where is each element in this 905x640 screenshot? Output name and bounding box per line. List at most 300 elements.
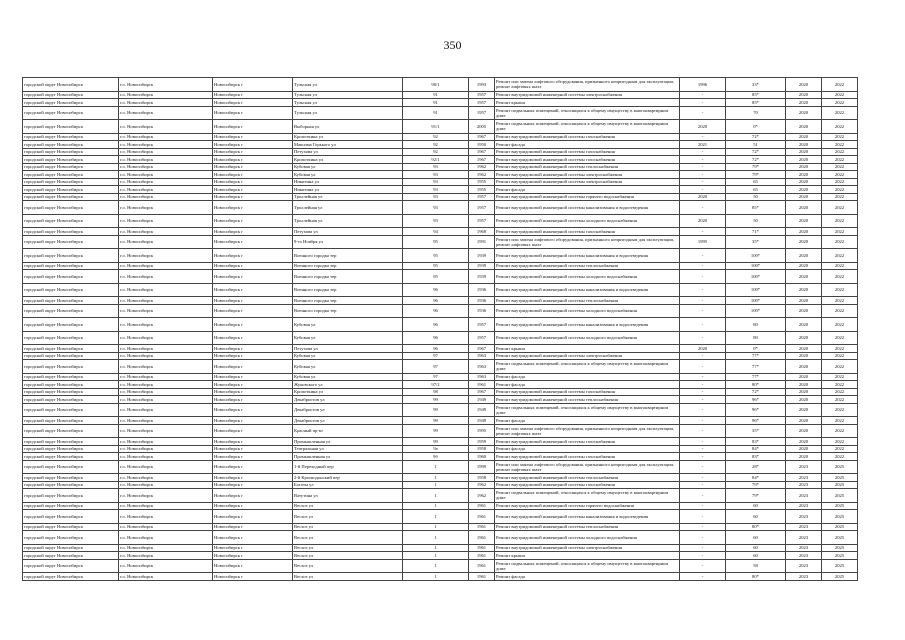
table-row: [23, 510, 858, 524]
cell-locality: Новосибирск г: [213, 228, 293, 236]
cell-locality: Новосибирск г: [213, 331, 293, 345]
table-row: [23, 156, 858, 164]
cell-street: Декабристов ул: [293, 403, 403, 417]
cell-work-type: Ремонт внутридомовой инженерной системы холодного водоснабжения: [495, 214, 680, 228]
cell-start-year: 2020: [786, 304, 822, 318]
cell-end-year: 2022: [822, 178, 858, 186]
cell-wear-percent: 83*: [726, 453, 786, 461]
cell-locality: Новосибирск г: [213, 91, 293, 99]
cell-wear-percent: 77*: [726, 360, 786, 374]
cell-last-repair-year: 1995: [680, 235, 726, 249]
cell-wear-percent: 50: [726, 214, 786, 228]
cell-build-year: 1999: [469, 460, 495, 474]
cell-start-year: 2023: [786, 474, 822, 482]
table-row: [23, 235, 858, 249]
cell-wear-percent: 100*: [726, 262, 786, 270]
cell-locality: Новосибирск г: [213, 283, 293, 297]
cell-municipality: городской округ Новосибирск: [23, 559, 119, 573]
cell-settlement: г.о. Новосибирск: [119, 489, 213, 503]
cell-street: Красный пр-кт: [293, 424, 403, 438]
table-row: [23, 99, 858, 107]
table-row: [23, 148, 858, 156]
cell-house-number: 93: [403, 171, 469, 179]
cell-house-number: 1: [403, 510, 469, 524]
cell-house-number: 1: [403, 489, 469, 503]
cell-house-number: 91: [403, 106, 469, 120]
cell-start-year: 2020: [786, 193, 822, 201]
cell-house-number: 93: [403, 163, 469, 171]
cell-settlement: г.о. Новосибирск: [119, 403, 213, 417]
cell-settlement: г.о. Новосибирск: [119, 552, 213, 560]
cell-municipality: городской округ Новосибирск: [23, 396, 119, 404]
cell-house-number: 92: [403, 133, 469, 141]
cell-settlement: г.о. Новосибирск: [119, 453, 213, 461]
cell-locality: Новосибирск г: [213, 297, 293, 305]
cell-work-type: Ремонт внутридомовой инженерной системы горячего водоснабжения: [495, 502, 680, 510]
cell-settlement: г.о. Новосибирск: [119, 262, 213, 270]
cell-street: 9-го Ноября ул: [293, 235, 403, 249]
cell-start-year: 2020: [786, 171, 822, 179]
cell-municipality: городской округ Новосибирск: [23, 214, 119, 228]
cell-locality: Новосибирск г: [213, 552, 293, 560]
cell-municipality: городской округ Новосибирск: [23, 171, 119, 179]
cell-street: Кубовая ул: [293, 373, 403, 381]
cell-settlement: г.о. Новосибирск: [119, 381, 213, 389]
cell-work-type: Ремонт подвальных помещений, относящихся к общему имуществу в многоквартирном доме: [495, 360, 680, 374]
cell-settlement: г.о. Новосибирск: [119, 445, 213, 453]
cell-start-year: 2023: [786, 502, 822, 510]
cell-street: Троллейная ул: [293, 201, 403, 215]
cell-street: Тульская ул: [293, 99, 403, 107]
cell-house-number: 99: [403, 403, 469, 417]
cell-end-year: 2022: [822, 360, 858, 374]
table-row: [23, 345, 858, 353]
cell-last-repair-year: 1996: [680, 78, 726, 92]
cell-municipality: городской округ Новосибирск: [23, 304, 119, 318]
cell-work-type: Ремонт внутридомовой инженерной системы канализования и водоотведения: [495, 318, 680, 332]
cell-locality: Новосибирск г: [213, 352, 293, 360]
cell-build-year: 1962: [469, 171, 495, 179]
cell-house-number: 92/1: [403, 156, 469, 164]
cell-end-year: 2022: [822, 396, 858, 404]
cell-build-year: 1963: [469, 360, 495, 374]
cell-work-type: Ремонт фасада: [495, 186, 680, 194]
cell-start-year: 2020: [786, 352, 822, 360]
cell-last-repair-year: -: [680, 163, 726, 171]
cell-end-year: 2022: [822, 214, 858, 228]
cell-street: Боготы ул: [293, 481, 403, 489]
cell-work-type: Ремонт внутридомовой инженерной системы газоснабжения: [495, 453, 680, 461]
cell-settlement: г.о. Новосибирск: [119, 460, 213, 474]
cell-street: Кропоткина ул: [293, 388, 403, 396]
cell-end-year: 2022: [822, 381, 858, 389]
cell-locality: Новосибирск г: [213, 156, 293, 164]
table-row: [23, 214, 858, 228]
cell-wear-percent: 80: [726, 331, 786, 345]
table-row: [23, 502, 858, 510]
cell-last-repair-year: -: [680, 360, 726, 374]
cell-last-repair-year: -: [680, 396, 726, 404]
cell-street: Промышленная ул: [293, 438, 403, 446]
cell-settlement: г.о. Новосибирск: [119, 438, 213, 446]
cell-house-number: 91: [403, 91, 469, 99]
cell-last-repair-year: -: [680, 403, 726, 417]
cell-locality: Новосибирск г: [213, 531, 293, 545]
cell-settlement: г.о. Новосибирск: [119, 78, 213, 92]
cell-wear-percent: 96*: [726, 396, 786, 404]
cell-work-type: Ремонт внутридомовой инженерной системы газоснабжения: [495, 156, 680, 164]
table-row: [23, 445, 858, 453]
cell-work-type: Ремонт или замена лифтового оборудования, признанного непригодным для эксплуатации, ремонт лифтовых шахт: [495, 235, 680, 249]
cell-work-type: Ремонт фасада: [495, 417, 680, 425]
cell-end-year: 2022: [822, 438, 858, 446]
cell-municipality: городской округ Новосибирск: [23, 133, 119, 141]
cell-start-year: 2023: [786, 460, 822, 474]
cell-settlement: г.о. Новосибирск: [119, 531, 213, 545]
cell-settlement: г.о. Новосибирск: [119, 106, 213, 120]
cell-municipality: городской округ Новосибирск: [23, 360, 119, 374]
cell-street: Промышленная ул: [293, 453, 403, 461]
cell-street: Декабристов ул: [293, 396, 403, 404]
cell-last-repair-year: -: [680, 99, 726, 107]
cell-work-type: Ремонт внутридомовой инженерной системы газоснабжения: [495, 148, 680, 156]
cell-locality: Новосибирск г: [213, 474, 293, 482]
cell-house-number: 97: [403, 352, 469, 360]
cell-build-year: 1957: [469, 331, 495, 345]
cell-start-year: 2020: [786, 360, 822, 374]
cell-build-year: 1991: [469, 235, 495, 249]
cell-municipality: городской округ Новосибирск: [23, 445, 119, 453]
cell-house-number: 93: [403, 201, 469, 215]
cell-locality: Новосибирск г: [213, 360, 293, 374]
cell-wear-percent: 60: [726, 544, 786, 552]
cell-wear-percent: 96*: [726, 417, 786, 425]
cell-settlement: г.о. Новосибирск: [119, 573, 213, 581]
cell-wear-percent: 71*: [726, 228, 786, 236]
cell-wear-percent: 50: [726, 193, 786, 201]
cell-end-year: 2022: [822, 201, 858, 215]
cell-locality: Новосибирск г: [213, 573, 293, 581]
cell-work-type: Ремонт фасада: [495, 373, 680, 381]
cell-last-repair-year: -: [680, 148, 726, 156]
cell-end-year: 2022: [822, 352, 858, 360]
cell-work-type: Ремонт или замена лифтового оборудования, признанного непригодным для эксплуатации, ремонт лифтовых шахт: [495, 78, 680, 92]
cell-municipality: городской округ Новосибирск: [23, 453, 119, 461]
cell-municipality: городской округ Новосибирск: [23, 270, 119, 284]
cell-work-type: Ремонт подвальных помещений, относящихся к общему имуществу в многоквартирном доме: [495, 559, 680, 573]
cell-locality: Новосибирск г: [213, 460, 293, 474]
cell-wear-percent: 84*: [726, 474, 786, 482]
cell-build-year: 1957: [469, 318, 495, 332]
cell-locality: Новосибирск г: [213, 120, 293, 134]
table-row: [23, 381, 858, 389]
cell-last-repair-year: -: [680, 331, 726, 345]
cell-settlement: г.о. Новосибирск: [119, 523, 213, 531]
cell-municipality: городской округ Новосибирск: [23, 381, 119, 389]
cell-settlement: г.о. Новосибирск: [119, 214, 213, 228]
cell-build-year: 1961: [469, 510, 495, 524]
cell-street: Выборная ул: [293, 120, 403, 134]
cell-locality: Новосибирск г: [213, 318, 293, 332]
cell-build-year: 1957: [469, 201, 495, 215]
cell-locality: Новосибирск г: [213, 489, 293, 503]
cell-end-year: 2022: [822, 424, 858, 438]
cell-work-type: Ремонт внутридомовой инженерной системы теплоснабжения: [495, 523, 680, 531]
cell-settlement: г.о. Новосибирск: [119, 249, 213, 263]
cell-start-year: 2020: [786, 163, 822, 171]
cell-street: Никитина ул: [293, 186, 403, 194]
cell-locality: Новосибирск г: [213, 141, 293, 149]
cell-municipality: городской округ Новосибирск: [23, 228, 119, 236]
cell-last-repair-year: 2020: [680, 345, 726, 353]
cell-house-number: 1: [403, 460, 469, 474]
cell-build-year: 1963: [469, 373, 495, 381]
cell-work-type: Ремонт внутридомовой инженерной системы электроснабжения: [495, 544, 680, 552]
table-row: [23, 249, 858, 263]
cell-house-number: 97: [403, 373, 469, 381]
cell-end-year: 2022: [822, 148, 858, 156]
cell-house-number: 97: [403, 360, 469, 374]
cell-settlement: г.о. Новосибирск: [119, 388, 213, 396]
cell-work-type: Ремонт внутридомовой инженерной системы электроснабжения: [495, 91, 680, 99]
table-row: [23, 352, 858, 360]
cell-municipality: городской округ Новосибирск: [23, 424, 119, 438]
cell-municipality: городской округ Новосибирск: [23, 352, 119, 360]
cell-start-year: 2020: [786, 417, 822, 425]
table-row: [23, 481, 858, 489]
table-row: [23, 262, 858, 270]
cell-start-year: 2020: [786, 318, 822, 332]
cell-municipality: городской округ Новосибирск: [23, 318, 119, 332]
cell-end-year: 2025: [822, 523, 858, 531]
cell-locality: Новосибирск г: [213, 481, 293, 489]
cell-last-repair-year: -: [680, 544, 726, 552]
table-row: [23, 388, 858, 396]
cell-wear-percent: 58: [726, 559, 786, 573]
table-row: [23, 331, 858, 345]
cell-locality: Новосибирск г: [213, 304, 293, 318]
cell-start-year: 2020: [786, 388, 822, 396]
capital-repair-table-container: [22, 77, 857, 581]
cell-build-year: 1957: [469, 106, 495, 120]
cell-end-year: 2022: [822, 249, 858, 263]
cell-end-year: 2025: [822, 502, 858, 510]
cell-street: Весхоз ул: [293, 510, 403, 524]
cell-municipality: городской округ Новосибирск: [23, 262, 119, 270]
cell-start-year: 2020: [786, 91, 822, 99]
cell-municipality: городской округ Новосибирск: [23, 163, 119, 171]
cell-last-repair-year: -: [680, 318, 726, 332]
cell-locality: Новосибирск г: [213, 403, 293, 417]
cell-last-repair-year: 2020: [680, 120, 726, 134]
cell-end-year: 2022: [822, 297, 858, 305]
cell-street: Ватутина ул: [293, 489, 403, 503]
cell-last-repair-year: -: [680, 510, 726, 524]
cell-work-type: Ремонт внутридомовой инженерной системы теплоснабжения: [495, 262, 680, 270]
page-number: 350: [443, 38, 462, 52]
capital-repair-table: [22, 77, 858, 581]
cell-build-year: 1936: [469, 283, 495, 297]
cell-municipality: городской округ Новосибирск: [23, 235, 119, 249]
cell-start-year: 2020: [786, 438, 822, 446]
cell-street: Театральная ул: [293, 445, 403, 453]
cell-house-number: 1: [403, 481, 469, 489]
cell-build-year: 1939: [469, 249, 495, 263]
cell-street: Весхоз ул: [293, 502, 403, 510]
cell-house-number: 98: [403, 388, 469, 396]
cell-house-number: 1: [403, 502, 469, 510]
cell-house-number: 93: [403, 186, 469, 194]
cell-wear-percent: 85*: [726, 99, 786, 107]
cell-wear-percent: 60: [726, 502, 786, 510]
cell-settlement: г.о. Новосибирск: [119, 163, 213, 171]
cell-build-year: 1958: [469, 474, 495, 482]
cell-work-type: Ремонт внутридомовой инженерной системы холодного водоснабжения: [495, 331, 680, 345]
cell-street: 2-й Краснодонский пер: [293, 474, 403, 482]
cell-locality: Новосибирск г: [213, 171, 293, 179]
cell-last-repair-year: -: [680, 552, 726, 560]
cell-last-repair-year: -: [680, 283, 726, 297]
cell-end-year: 2022: [822, 141, 858, 149]
cell-start-year: 2023: [786, 559, 822, 573]
cell-locality: Новосибирск г: [213, 178, 293, 186]
cell-municipality: городской округ Новосибирск: [23, 573, 119, 581]
cell-house-number: 91: [403, 99, 469, 107]
cell-locality: Новосибирск г: [213, 381, 293, 389]
cell-locality: Новосибирск г: [213, 523, 293, 531]
cell-wear-percent: 60: [726, 510, 786, 524]
cell-street: Кубовая ул: [293, 171, 403, 179]
cell-locality: Новосибирск г: [213, 445, 293, 453]
cell-house-number: 96: [403, 331, 469, 345]
cell-municipality: городской округ Новосибирск: [23, 510, 119, 524]
cell-house-number: 95: [403, 235, 469, 249]
table-row: [23, 489, 858, 503]
cell-settlement: г.о. Новосибирск: [119, 283, 213, 297]
cell-house-number: 1: [403, 544, 469, 552]
cell-end-year: 2022: [822, 318, 858, 332]
cell-wear-percent: 79*: [726, 171, 786, 179]
cell-end-year: 2025: [822, 531, 858, 545]
cell-municipality: городской округ Новосибирск: [23, 544, 119, 552]
cell-wear-percent: 100*: [726, 249, 786, 263]
cell-municipality: городской округ Новосибирск: [23, 148, 119, 156]
cell-house-number: 1: [403, 531, 469, 545]
cell-locality: Новосибирск г: [213, 544, 293, 552]
cell-house-number: 92: [403, 148, 469, 156]
cell-house-number: 1: [403, 523, 469, 531]
cell-wear-percent: 96*: [726, 403, 786, 417]
cell-settlement: г.о. Новосибирск: [119, 133, 213, 141]
table-row: [23, 438, 858, 446]
cell-street: Жуковского ул: [293, 381, 403, 389]
cell-street: Тульская ул: [293, 78, 403, 92]
cell-work-type: Ремонт фасада: [495, 381, 680, 389]
cell-build-year: 1961: [469, 531, 495, 545]
cell-wear-percent: 51: [726, 141, 786, 149]
cell-wear-percent: 85*: [726, 201, 786, 215]
cell-end-year: 2022: [822, 331, 858, 345]
cell-end-year: 2025: [822, 489, 858, 503]
cell-street: Петухова ул: [293, 345, 403, 353]
cell-last-repair-year: -: [680, 297, 726, 305]
cell-work-type: Ремонт внутридомовой инженерной системы электроснабжения: [495, 352, 680, 360]
cell-last-repair-year: -: [680, 438, 726, 446]
cell-build-year: 1961: [469, 552, 495, 560]
table-row: [23, 531, 858, 545]
cell-last-repair-year: -: [680, 262, 726, 270]
table-row: [23, 424, 858, 438]
table-row: [23, 318, 858, 332]
cell-wear-percent: 100*: [726, 270, 786, 284]
cell-work-type: Ремонт внутридомовой инженерной системы газоснабжения: [495, 438, 680, 446]
table-row: [23, 403, 858, 417]
table-row: [23, 91, 858, 99]
cell-locality: Новосибирск г: [213, 388, 293, 396]
table-row: [23, 228, 858, 236]
cell-end-year: 2022: [822, 156, 858, 164]
cell-street: Троллейная ул: [293, 214, 403, 228]
cell-locality: Новосибирск г: [213, 163, 293, 171]
cell-build-year: 1949: [469, 403, 495, 417]
cell-locality: Новосибирск г: [213, 373, 293, 381]
cell-start-year: 2020: [786, 396, 822, 404]
cell-locality: Новосибирск г: [213, 417, 293, 425]
cell-last-repair-year: -: [680, 228, 726, 236]
cell-start-year: 2020: [786, 156, 822, 164]
table-row: [23, 133, 858, 141]
cell-work-type: Ремонт фасада: [495, 445, 680, 453]
cell-start-year: 2020: [786, 453, 822, 461]
cell-wear-percent: 72*: [726, 133, 786, 141]
cell-locality: Новосибирск г: [213, 438, 293, 446]
cell-work-type: Ремонт внутридомовой инженерной системы газоснабжения: [495, 481, 680, 489]
cell-settlement: г.о. Новосибирск: [119, 270, 213, 284]
cell-end-year: 2022: [822, 120, 858, 134]
cell-municipality: городской округ Новосибирск: [23, 249, 119, 263]
cell-last-repair-year: -: [680, 381, 726, 389]
cell-last-repair-year: -: [680, 270, 726, 284]
cell-house-number: 99: [403, 438, 469, 446]
cell-wear-percent: 65: [726, 186, 786, 194]
cell-house-number: 95: [403, 249, 469, 263]
cell-work-type: Ремонт внутридомовой инженерной системы теплоснабжения: [495, 297, 680, 305]
cell-municipality: городской округ Новосибирск: [23, 186, 119, 194]
cell-start-year: 2023: [786, 531, 822, 545]
cell-start-year: 2020: [786, 403, 822, 417]
cell-wear-percent: 83*: [726, 438, 786, 446]
table-row: [23, 193, 858, 201]
cell-end-year: 2022: [822, 270, 858, 284]
cell-street: Военного городка тер: [293, 270, 403, 284]
cell-end-year: 2022: [822, 106, 858, 120]
cell-locality: Новосибирск г: [213, 453, 293, 461]
cell-street: Тульская ул: [293, 91, 403, 99]
cell-start-year: 2020: [786, 262, 822, 270]
cell-municipality: городской округ Новосибирск: [23, 345, 119, 353]
cell-street: Тульская ул: [293, 106, 403, 120]
cell-settlement: г.о. Новосибирск: [119, 360, 213, 374]
cell-wear-percent: 72*: [726, 388, 786, 396]
cell-wear-percent: 79*: [726, 163, 786, 171]
cell-locality: Новосибирск г: [213, 214, 293, 228]
cell-last-repair-year: -: [680, 531, 726, 545]
cell-work-type: Ремонт подвальных помещений, относящихся к общему имуществу в многоквартирном доме: [495, 489, 680, 503]
table-body: [23, 78, 858, 581]
cell-locality: Новосибирск г: [213, 249, 293, 263]
cell-settlement: г.о. Новосибирск: [119, 304, 213, 318]
cell-work-type: Ремонт внутридомовой инженерной системы канализования и водоотведения: [495, 249, 680, 263]
